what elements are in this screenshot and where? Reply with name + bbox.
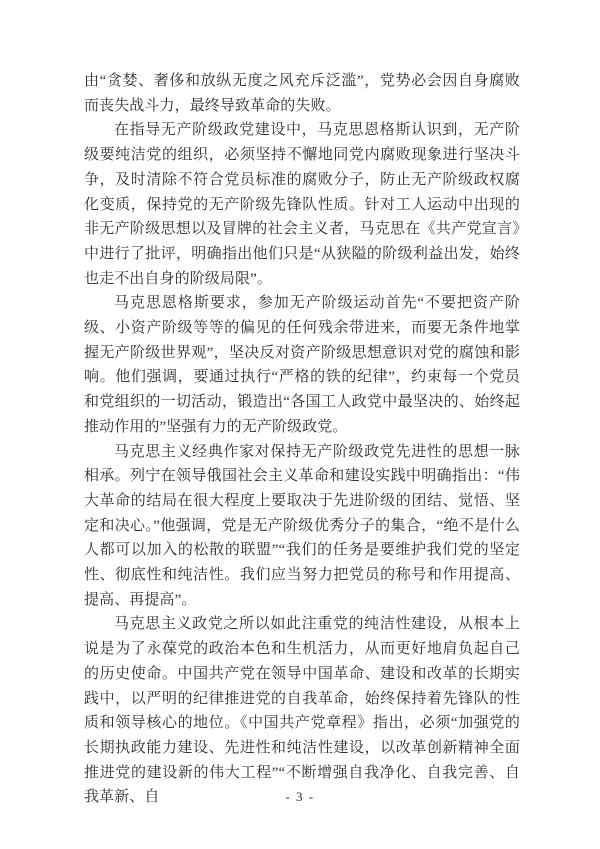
- paragraph: 马克思主义政党之所以如此注重党的纯洁性建设，从根本上说是为了永葆党的政治本色和生机活力，从而更好地肩负起自己的历史使命。中国共产党在领导中国革命、建设和改革的长期实践中，以严明的纪律推进党的自我革命，始终保持着先锋队的性质和领导核心的地位。《中国共产党章程》指出，必须“加强党的长期执政能力建设、先进性和纯洁性建设，以改革创新精神全面推进党的建设新的伟大工程”“不断增强自我净化、自我完善、自我革新、自: [84, 616, 520, 806]
- document-body: [84, 69, 520, 810]
- paragraph: 在指导无产阶级政党建设中，马克思恩格斯认识到，无产阶级要纯洁党的组织，必须坚持不懈地同党内腐败现象进行坚决斗争，及时清除不符合党员标准的腐败分子，防止无产阶级政权腐化变质，保持党的无产阶级先锋队性质。针对工人运动中出现的非无产阶级思想以及冒牌的社会主义者，马克思在《共产党宣言》中进行了批评，明确指出他们只是“从狭隘的阶级利益出发，始终也走不出自身的阶级局限”。: [84, 122, 520, 287]
- paragraph: 马克思恩格斯要求，参加无产阶级运动首先“不要把资产阶级、小资产阶级等等的偏见的任何残余带进来，而要无条件地掌握无产阶级世界观”，坚决反对资产阶级思想意识对党的腐蚀和影响。他们强调，要通过执行“严格的铁的纪律”，约束每一个党员和党组织的一切活动，锻造出“各国工人政党中最坚决的、始终起推动作用的”坚强有力的无产阶级政党。: [84, 295, 520, 435]
- paragraph: 马克思主义经典作家对保持无产阶级政党先进性的思想一脉相承。列宁在领导俄国社会主义革命和建设实践中明确指出：“伟大革命的结局在很大程度上要取决于先进阶级的团结、觉悟、坚定和决心。”他强调，党是无产阶级优秀分子的集合，“绝不是什么人都可以加入的松散的联盟”“我们的任务是要维护我们党的坚定性、彻底性和纯洁性。我们应当努力把党员的称号和作用提高、提高、再提高”。: [84, 443, 520, 608]
- paragraph: 由“贪婪、奢侈和放纵无度之风充斥泛滥”，党势必会因自身腐败而丧失战斗力，最终导致革命的失败。: [84, 73, 520, 114]
- page-number: - 3 -: [285, 789, 315, 804]
- page-footer: [0, 788, 600, 806]
